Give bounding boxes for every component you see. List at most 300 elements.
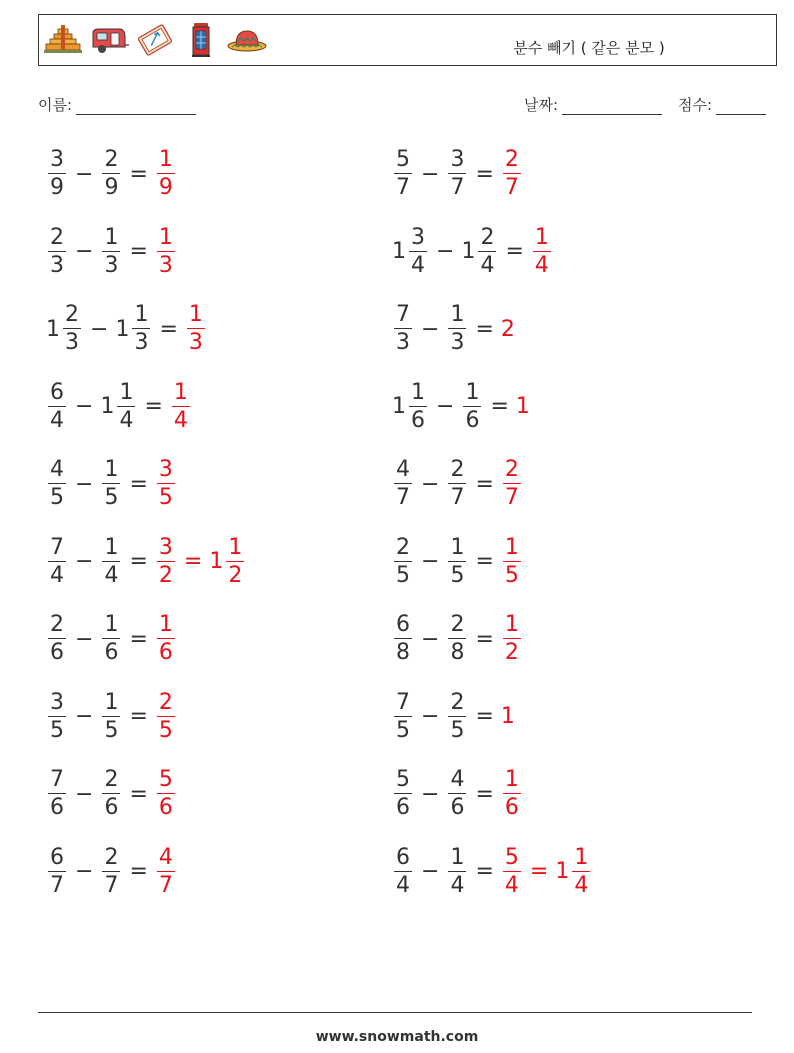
date-blank[interactable] [562,100,662,115]
minus-sign: − [436,239,455,264]
numerator: 4 [158,844,173,870]
numerator: 2 [104,147,119,172]
fraction-term [46,459,68,509]
denominator: 5 [50,717,64,743]
fraction-term [392,304,414,354]
fraction-term [446,304,468,354]
fraction [533,224,551,278]
denominator: 4 [119,407,134,433]
fraction-term [155,769,177,819]
denominator: 9 [104,175,119,200]
fraction-term [155,689,177,743]
fraction [503,459,521,509]
equals-sign: = [129,549,148,574]
numerator: 5 [396,767,410,792]
problem-row [392,609,523,669]
numerator: 4 [450,767,465,792]
fraction-term [209,534,246,588]
fraction [102,459,120,509]
denominator: 5 [504,562,519,588]
fraction [48,614,66,664]
denominator: 6 [396,795,410,820]
minus-sign: − [75,471,94,497]
denominator: 4 [173,407,188,433]
fraction-term [501,614,523,664]
denominator: 5 [104,485,119,510]
worksheet-title: 분수 빼기 ( 같은 분모 ) [513,39,665,57]
denominator: 9 [158,175,173,200]
fraction-term [516,394,531,419]
denominator: 2 [504,640,519,665]
sombrero-icon [227,21,267,59]
equals-sign: = [129,626,148,652]
numerator: 7 [396,689,410,715]
fraction-term [446,459,468,509]
fraction-term [155,614,177,664]
fraction-term [392,459,414,509]
fraction-term [185,304,207,354]
denominator: 6 [158,640,173,665]
problem-row [392,764,523,824]
denominator: 5 [396,562,410,588]
caravan-icon [89,21,129,59]
fraction [448,689,466,743]
header-box [38,14,777,66]
numerator: 1 [158,224,173,250]
fraction-term [446,149,468,199]
denominator: 9 [50,175,64,200]
numerator: 1 [450,844,465,870]
fraction-term [531,224,553,278]
denominator: 8 [450,640,465,665]
denominator: 6 [158,795,173,820]
equals-sign: = [129,239,148,264]
equals-sign: = [475,471,494,497]
problem-row [392,687,516,747]
equals-sign: = [129,161,148,187]
denominator: 3 [158,252,173,278]
fraction [157,224,175,278]
denominator: 2 [228,562,243,588]
fraction [157,844,175,898]
minus-sign: − [75,549,94,574]
fraction [48,689,66,743]
numerator: 5 [158,767,173,792]
fraction [157,769,175,819]
denominator: 5 [158,485,173,510]
fraction-term [501,149,523,199]
answer [170,379,192,433]
fraction-term [46,379,68,433]
fraction [48,769,66,819]
numerator: 1 [504,612,519,637]
denominator: 7 [396,485,410,510]
problem-row [46,532,246,592]
fraction [102,534,120,588]
denominator: 6 [104,640,119,665]
fraction [394,769,412,819]
minus-sign: − [421,859,440,884]
fraction-term [501,534,523,588]
answer [516,394,531,419]
pyramid-icon [43,21,83,59]
denominator: 4 [534,252,549,278]
numerator: 1 [450,534,465,560]
denominator: 5 [104,717,119,743]
denominator: 3 [188,330,203,355]
fraction [48,379,66,433]
fraction-term [100,769,122,819]
denominator: 6 [50,640,64,665]
equals-sign: = [475,626,494,652]
numerator: 1 [134,302,149,327]
numerator: 7 [396,302,410,327]
numerator: 1 [450,302,465,327]
denominator: 7 [450,485,465,510]
whole-number: 1 [392,394,406,419]
fraction-term [100,534,122,588]
problem-row [46,842,177,902]
answer [501,844,592,898]
numerator: 2 [396,534,410,560]
whole-number: 1 [555,859,570,884]
whole-number: 1 [46,316,60,342]
fraction-term [100,844,122,898]
fraction-term [46,769,68,819]
numerator: 5 [396,147,410,172]
denominator: 6 [104,795,119,820]
whole-number: 1 [115,316,130,342]
denominator: 4 [504,872,519,898]
fraction-term [501,704,516,729]
numerator: 2 [504,147,519,172]
fraction-term [46,689,68,743]
numerator: 7 [50,534,64,560]
numerator: 1 [158,147,173,172]
denominator: 6 [450,795,465,820]
fraction [448,614,466,664]
numerator: 2 [104,767,119,792]
fraction [48,459,66,509]
denominator: 3 [134,330,149,355]
fraction [48,149,66,199]
denominator: 4 [104,562,119,588]
denominator: 4 [574,872,589,898]
numerator: 1 [104,457,119,482]
numerator: 3 [50,689,64,715]
numerator: 1 [534,224,549,250]
fraction-term [100,614,122,664]
answer [155,224,177,278]
fraction [48,844,66,898]
denominator: 4 [450,872,465,898]
fraction [63,304,81,354]
whole-number: 1 [100,394,115,419]
phone-booth-icon [181,21,221,59]
minus-sign: − [75,239,94,264]
problem-row [392,299,516,359]
numerator: 2 [450,457,465,482]
numerator: 1 [158,612,173,637]
name-label: 이름: [38,96,73,114]
date-label: 날짜: [524,96,559,114]
numerator: 3 [158,457,173,482]
fraction [48,534,66,588]
fraction-term [392,844,414,898]
fraction-term [155,459,177,509]
answer [155,844,177,898]
fraction-term [461,224,498,278]
fraction-term [100,224,122,278]
fraction-term [46,149,68,199]
answer [501,317,516,342]
denominator: 7 [504,485,519,510]
fraction-term [392,379,429,433]
problem-row [392,842,592,902]
answer [501,769,523,819]
fraction [503,844,521,898]
equals-sign: = [475,161,494,187]
answer [501,149,523,199]
fraction [157,614,175,664]
numerator: 2 [450,689,465,715]
problem-row [46,454,177,514]
numerator: 7 [50,767,64,792]
equals-sign: = [475,549,494,574]
denominator: 7 [158,872,173,898]
fraction-term [46,224,68,278]
fraction [102,769,120,819]
fraction [448,304,466,354]
fraction [463,379,481,433]
name-field [38,94,196,115]
fraction [394,304,412,354]
minus-sign: − [436,394,455,419]
denominator: 5 [158,717,173,743]
denominator: 7 [450,175,465,200]
fraction [503,149,521,199]
problem-row [46,687,177,747]
denominator: 4 [411,252,425,278]
fraction-term [46,844,68,898]
fraction-term [392,534,414,588]
numerator: 2 [50,612,64,637]
fraction-term [46,614,68,664]
denominator: 2 [158,562,173,588]
denominator: 3 [104,252,119,278]
denominator: 8 [396,640,410,665]
minus-sign: − [421,626,440,652]
numerator: 1 [574,844,589,870]
answer [501,704,516,729]
problem-row [392,222,553,282]
fraction [448,534,466,588]
fraction-term [392,614,414,664]
minus-sign: − [421,316,440,342]
numerator: 1 [119,379,134,405]
answer [501,459,523,509]
denominator: 5 [450,717,465,743]
answer [155,534,246,588]
equals-sign: = [490,394,509,419]
numerator: 1 [188,302,203,327]
fraction-term [46,534,68,588]
minus-sign: − [75,704,94,729]
numerator: 4 [396,457,410,482]
equals-sign: = [129,471,148,497]
fraction-term [155,224,177,278]
denominator: 4 [396,872,410,898]
fraction-term [155,534,177,588]
answer [501,534,523,588]
answer [531,224,553,278]
problem-row [46,222,177,282]
fraction [102,224,120,278]
fraction-term [392,149,414,199]
problem-row [392,377,531,437]
minus-sign: − [75,161,94,187]
denominator: 3 [65,330,79,355]
equals-sign: = [144,394,163,419]
fraction [157,534,175,588]
numerator: 3 [50,147,64,172]
fraction [187,304,205,354]
equals-sign: = [183,549,203,574]
fraction [448,149,466,199]
fraction [448,459,466,509]
fraction [394,689,412,743]
fraction-term [392,689,414,743]
denominator: 3 [50,252,64,278]
fraction [478,224,496,278]
whole-number: 1 [209,549,224,574]
score-label: 점수: [678,96,713,114]
denominator: 6 [50,795,64,820]
whole-number: 1 [392,239,406,264]
fraction-term [100,149,122,199]
numerator: 1 [228,534,243,560]
minus-sign: − [421,471,440,497]
fraction [448,844,466,898]
fraction [409,379,427,433]
fraction-term [446,534,468,588]
whole-number: 1 [515,394,530,419]
numerator: 2 [450,612,465,637]
minus-sign: − [75,781,94,807]
minus-sign: − [75,394,94,419]
fraction [503,534,521,588]
equals-sign: = [505,239,524,264]
fraction [172,379,190,433]
fraction [394,149,412,199]
fraction-term [100,459,122,509]
fraction-term [392,224,429,278]
fraction [394,614,412,664]
minus-sign: − [90,316,109,342]
numerator: 1 [104,689,119,715]
equals-sign: = [129,781,148,807]
score-blank[interactable] [716,100,766,115]
fraction-term [170,379,192,433]
denominator: 5 [450,562,465,588]
footer-url: www.snowmath.com [315,1029,479,1045]
equals-sign: = [129,704,148,729]
numerator: 2 [50,224,64,250]
equals-sign: = [159,316,178,342]
answer [155,769,177,819]
fraction-term [555,844,592,898]
fraction [48,224,66,278]
numerator: 1 [411,379,425,405]
fraction [102,844,120,898]
denominator: 3 [396,330,410,355]
numerator: 1 [504,534,519,560]
numerator: 5 [504,844,519,870]
ticket-icon [135,21,175,59]
problem-row [46,144,177,204]
fraction-term [155,844,177,898]
fraction [394,534,412,588]
minus-sign: − [75,626,94,652]
whole-number: 2 [500,316,515,342]
numerator: 3 [411,224,425,250]
equals-sign: = [475,781,494,807]
minus-sign: − [421,549,440,574]
problem-row [392,454,523,514]
numerator: 2 [158,689,173,715]
fraction [117,379,135,433]
name-blank[interactable] [76,100,196,115]
minus-sign: − [421,704,440,729]
answer [185,304,207,354]
equals-sign: = [129,859,148,884]
minus-sign: − [421,161,440,187]
fraction-term [392,769,414,819]
denominator: 4 [50,562,64,588]
equals-sign: = [475,704,494,729]
numerator: 6 [50,844,64,870]
fraction-term [461,379,483,433]
problem-row [46,299,207,359]
numerator: 2 [65,302,79,327]
fraction [394,459,412,509]
fraction [448,769,466,819]
problem-row [46,377,192,437]
equals-sign: = [529,859,549,884]
fraction-term [501,317,516,342]
minus-sign: − [421,781,440,807]
denominator: 4 [50,407,64,433]
numerator: 1 [504,767,519,792]
numerator: 1 [104,612,119,637]
numerator: 6 [396,612,410,637]
numerator: 2 [504,457,519,482]
minus-sign: − [75,859,94,884]
header-icons [43,21,267,59]
problem-row [392,532,523,592]
fraction [572,844,590,898]
denominator: 5 [396,717,410,743]
denominator: 3 [450,330,465,355]
fraction [394,844,412,898]
denominator: 6 [465,407,480,433]
fraction [503,614,521,664]
problem-row [392,144,523,204]
fraction-term [446,614,468,664]
numerator: 2 [104,844,119,870]
denominator: 7 [104,872,119,898]
numerator: 2 [480,224,495,250]
